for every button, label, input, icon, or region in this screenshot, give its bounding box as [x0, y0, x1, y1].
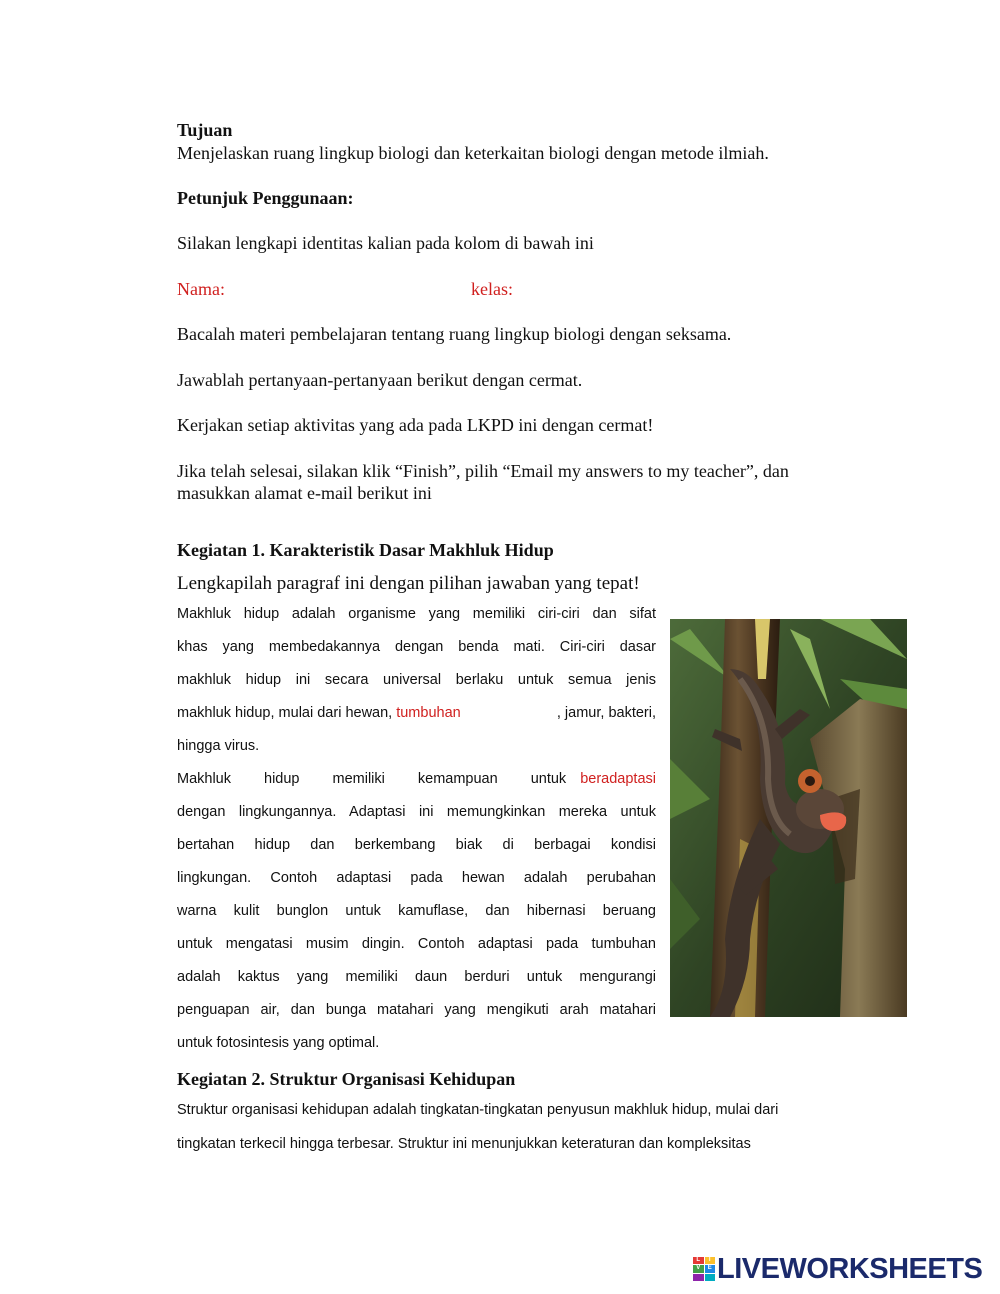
liveworksheets-logo-text: LIVEWORKSHEETS	[717, 1253, 983, 1285]
word: hidup	[264, 771, 300, 787]
kegiatan-1-paragraph	[177, 598, 656, 1060]
paragraph-line: untuk fotosintesis yang optimal.	[177, 1035, 380, 1051]
paragraph-line: adalah kaktus yang memiliki daun berduri untuk mengurangi	[177, 969, 656, 985]
paragraph-line: lingkungan. Contoh adaptasi pada hewan adalah perubahan	[177, 870, 656, 886]
kegiatan-2-heading: Kegiatan 2. Struktur Organisasi Kehidupan	[177, 1069, 516, 1089]
paragraph-line-with-answer	[177, 763, 656, 796]
instruction-step-4-line-2: masukkan alamat e-mail berikut ini	[177, 483, 432, 503]
word: kemampuan	[417, 771, 498, 787]
logo-tile: E	[705, 1265, 716, 1272]
paragraph-line: warna kulit bunglon untuk kamuflase, dan hibernasi beruang	[177, 903, 656, 919]
instruction-step-3: Kerjakan setiap aktivitas yang ada pada LKPD ini dengan cermat!	[177, 415, 654, 435]
kegiatan-1-heading: Kegiatan 1. Karakteristik Dasar Makhluk Hidup	[177, 540, 554, 560]
word: memiliki	[332, 771, 385, 787]
tujuan-heading: Tujuan	[177, 120, 233, 140]
answer-field-tumbuhan[interactable]: tumbuhan	[396, 705, 461, 721]
paragraph-text	[177, 763, 566, 796]
logo-tile: V	[693, 1265, 704, 1272]
petunjuk-heading: Petunjuk Penggunaan:	[177, 188, 354, 208]
liveworksheets-logo-mark	[693, 1257, 715, 1281]
gecko-photo-illustration	[670, 619, 907, 1017]
paragraph-line: penguapan air, dan bunga matahari yang mengikuti arah matahari	[177, 1002, 656, 1018]
paragraph-text: makhluk hidup, mulai dari hewan,	[177, 705, 393, 721]
answer-field-beradaptasi[interactable]: beradaptasi	[580, 771, 656, 787]
logo-tile: I	[705, 1257, 716, 1264]
paragraph-line: Makhluk hidup adalah organisme yang memiliki ciri-ciri dan sifat	[177, 606, 656, 622]
logo-tile	[693, 1274, 704, 1281]
instruction-step-1: Bacalah materi pembelajaran tentang ruang lingkup biologi dengan seksama.	[177, 324, 732, 344]
nama-label: Nama:	[177, 279, 225, 299]
paragraph-line: bertahan hidup dan berkembang biak di berbagai kondisi	[177, 837, 656, 853]
instruction-step-2: Jawablah pertanyaan-pertanyaan berikut dengan cermat.	[177, 370, 583, 390]
paragraph-line-with-answer	[177, 697, 656, 730]
word: untuk	[530, 771, 567, 787]
paragraph-text: , jamur, bakteri,	[556, 705, 656, 721]
paragraph-line: khas yang membedakannya dengan benda mati. Ciri-ciri dasar	[177, 639, 656, 655]
kegiatan-2-line-1: Struktur organisasi kehidupan adalah tingkatan-tingkatan penyusun makhluk hidup, mulai dari	[177, 1102, 779, 1118]
paragraph-line: makhluk hidup ini secara universal berlaku untuk semua jenis	[177, 672, 656, 688]
gecko-photo	[670, 619, 907, 1017]
instruction-step-4-line-1: Jika telah selesai, silakan klik “Finish”, pilih “Email my answers to my teacher”, dan	[177, 461, 789, 481]
paragraph-line: untuk mengatasi musim dingin. Contoh adaptasi pada tumbuhan	[177, 936, 656, 952]
logo-tile: L	[693, 1257, 704, 1264]
kelas-label: kelas:	[471, 279, 513, 299]
tujuan-text: Menjelaskan ruang lingkup biologi dan keterkaitan biologi dengan metode ilmiah.	[177, 143, 769, 163]
paragraph-line: hingga virus.	[177, 738, 260, 754]
kegiatan-2-line-2: tingkatan terkecil hingga terbesar. Struktur ini menunjukkan keteraturan dan kompleksitas	[177, 1136, 751, 1152]
word: Makhluk	[177, 771, 231, 787]
logo-tile	[705, 1274, 716, 1281]
petunjuk-intro: Silakan lengkapi identitas kalian pada kolom di bawah ini	[177, 233, 594, 253]
liveworksheets-logo[interactable]	[693, 1254, 982, 1284]
paragraph-line: dengan lingkungannya. Adaptasi ini memungkinkan mereka untuk	[177, 804, 656, 820]
kegiatan-1-instruction: Lengkapilah paragraf ini dengan pilihan jawaban yang tepat!	[177, 573, 640, 594]
